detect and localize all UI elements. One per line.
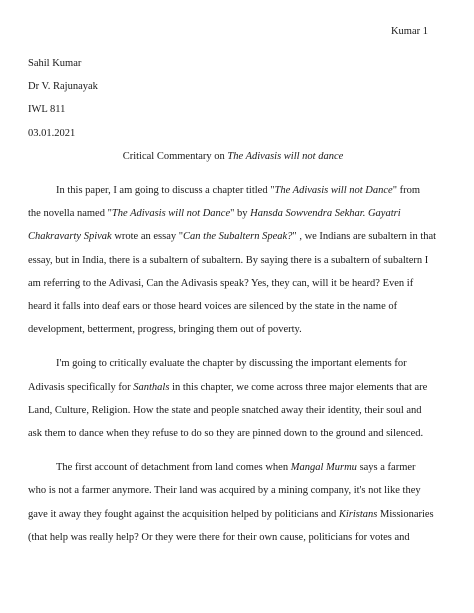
- italic-text-run: Chakravarty Spivak: [28, 231, 112, 243]
- paragraph-line: Land, Culture, Religion. How the state and people snatched away their identity, their soul and: [28, 404, 422, 416]
- essay-title-prefix: Critical Commentary on: [122, 150, 228, 162]
- paragraph-line: (that help was really help? Or they were there for their own cause, politicians for votes and: [28, 531, 410, 543]
- paragraph-3: [28, 456, 438, 549]
- italic-text-run: Mangal Murmu: [290, 462, 357, 474]
- paragraph-line: ask them to dance when they refuse to do so they are pinned down to the ground and silenced.: [28, 427, 424, 439]
- running-head: Kumar 1: [390, 26, 428, 37]
- text-run: " , we Indians are subaltern in that: [292, 231, 437, 243]
- text-run: says a farmer: [356, 462, 416, 474]
- paragraph-line: development, betterment, progress, bringing them out of poverty.: [28, 324, 302, 336]
- paragraph-line: essay, but in India, there is a subaltern of subaltern. By saying there is a subaltern of subaltern I: [28, 254, 429, 266]
- text-run: the novella named ": [28, 208, 112, 220]
- text-run: " by: [230, 208, 251, 220]
- italic-text-run: Santhals: [133, 381, 170, 393]
- paragraph-line: [28, 225, 438, 248]
- italic-text-run: The Adivasis will not Dance: [111, 208, 231, 220]
- paragraph-line: [28, 503, 438, 526]
- paragraph-line: I'm going to critically evaluate the chapter by discussing the important elements for: [56, 358, 407, 370]
- text-run: in this chapter, we come across three major elements that are: [169, 381, 428, 393]
- paragraph-line: [28, 202, 438, 225]
- text-run: The first account of detachment from land comes when: [56, 462, 291, 474]
- paragraph-line: [28, 456, 438, 479]
- essay-title-italic: The Adivasis will not dance: [227, 150, 344, 162]
- document-date: 03.01.2021: [28, 127, 76, 139]
- paragraph-2: [28, 352, 438, 445]
- paragraph-line: who is not a farmer anymore. Their land was acquired by a mining company, it's not like they: [28, 485, 421, 497]
- italic-text-run: The Adivasis will not Dance: [274, 184, 393, 196]
- text-run: Adivasis specifically for: [28, 381, 134, 393]
- instructor-name: Dr V. Rajunayak: [28, 81, 98, 93]
- paragraph-line: heard it falls into deaf ears or those heard voices are silenced by the state in the name of: [28, 300, 398, 312]
- paragraph-line: [28, 376, 438, 399]
- paragraph-1: [28, 179, 438, 341]
- essay-title: [28, 145, 438, 168]
- paragraph-line: [28, 179, 438, 202]
- italic-text-run: Kiristans: [338, 508, 378, 520]
- author-name: Sahil Kumar: [28, 58, 82, 69]
- italic-text-run: Can the Subaltern Speak?: [183, 231, 293, 243]
- paragraph-line: am referring to the Adivasi, Can the Adivasis speak? Yes, they can, will it be heard? Even if: [28, 277, 414, 289]
- text-run: gave it away they fought against the acquisition helped by politicians and: [28, 508, 339, 520]
- text-run: " from: [392, 184, 421, 196]
- text-run: wrote an essay ": [111, 231, 184, 243]
- italic-text-run: Hansda Sowvendra Sekhar. Gayatri: [250, 208, 401, 220]
- course-code: IWL 811: [28, 104, 66, 116]
- text-run: Missionaries: [377, 508, 434, 520]
- document-body: [28, 52, 438, 549]
- text-run: In this paper, I am going to discuss a chapter titled ": [56, 184, 275, 196]
